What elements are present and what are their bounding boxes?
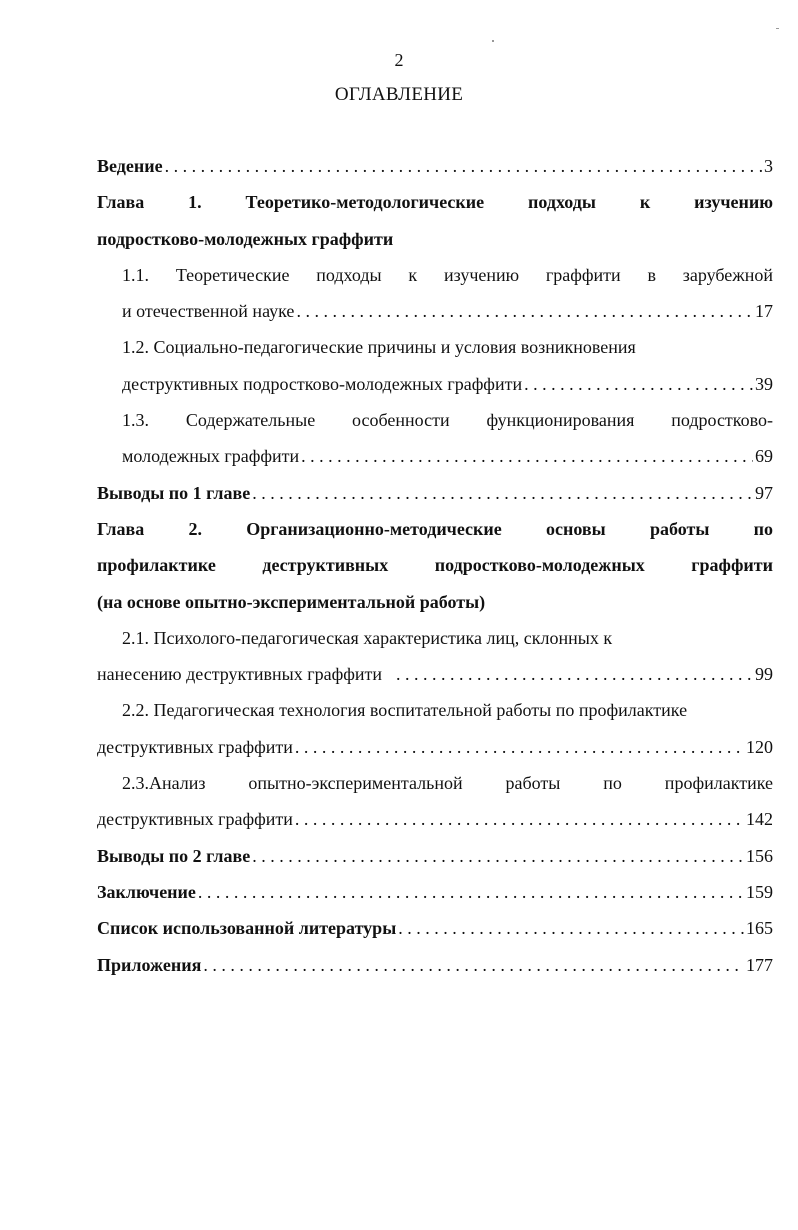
toc-chapter-2-heading-cont2 <box>97 584 773 620</box>
toc-entry-appendices[interactable] <box>97 947 773 983</box>
toc-section-2-3[interactable]: 2.3.Анализ опытно-экспериментальной работы по профилактике <box>122 773 773 794</box>
toc-page-number: 17 <box>755 301 773 322</box>
toc-section-1-2-cont <box>97 366 773 402</box>
toc-section-1-3[interactable]: 1.3. Содержательные особенности функционирования подростково- <box>122 410 773 431</box>
toc-entry-text: (на основе опытно-экспериментальной работы) <box>97 591 486 612</box>
dot-leader <box>198 874 744 910</box>
dot-leader <box>203 947 744 983</box>
toc-chapter-1-heading[interactable]: Глава 1. Теоретико-методологические подходы к изучению <box>97 192 773 213</box>
dot-leader <box>296 293 753 329</box>
toc-entry-text: нанесению деструктивных граффити <box>97 664 382 685</box>
toc-entry-text: 1.2. Социально-педагогические причины и условия возникновения <box>122 337 636 358</box>
toc-section-1-1-cont <box>97 293 773 329</box>
dot-leader <box>301 438 753 474</box>
toc-entry-conclusions-2[interactable] <box>97 838 773 874</box>
toc-page-number: 156 <box>746 845 773 866</box>
toc-entry-references[interactable] <box>97 910 773 946</box>
toc-entry-text: подростково-молодежных граффити <box>97 228 394 249</box>
toc-entry-text: деструктивных граффити <box>97 736 293 757</box>
toc-chapter-2-heading-cont: профилактике деструктивных подростково-молодежных граффити <box>97 555 773 576</box>
toc-section-1-3-cont <box>97 438 773 474</box>
toc-entry-conclusion[interactable] <box>97 874 773 910</box>
toc-entry-text: деструктивных подростково-молодежных граффити <box>122 373 523 394</box>
dot-leader <box>396 656 753 692</box>
toc-entry-text: Список использованной литературы <box>97 918 397 939</box>
toc-section-2-1-cont <box>97 656 773 692</box>
toc-page-number: 159 <box>746 881 773 902</box>
toc-section-2-1[interactable] <box>97 620 773 656</box>
dot-leader <box>295 801 744 837</box>
toc-section-2-2-cont <box>97 729 773 765</box>
toc-page-number: 165 <box>746 918 773 939</box>
toc-section-2-3-cont <box>97 801 773 837</box>
toc-entry-text: Выводы по 2 главе <box>97 845 251 866</box>
dot-leader <box>398 910 744 946</box>
dot-leader <box>252 475 753 511</box>
toc-section-1-2[interactable] <box>97 329 773 365</box>
toc-page-number: 177 <box>746 954 773 975</box>
dot-leader <box>524 366 753 402</box>
toc-entry-text: 2.2. Педагогическая технология воспитательной работы по профилактике <box>122 700 688 721</box>
toc-page-number: 120 <box>746 736 773 757</box>
toc-entry-text: Приложения <box>97 954 202 975</box>
toc-entry-text: Заключение <box>97 881 196 902</box>
toc-entry-conclusions-1[interactable] <box>97 475 773 511</box>
toc-page-number: 3 <box>764 156 773 176</box>
toc-entry-text: Ведение <box>97 156 163 176</box>
toc-entry-text: Выводы по 1 главе <box>97 482 251 503</box>
scan-speck <box>776 28 779 29</box>
page-number: 2 <box>394 50 404 70</box>
toc-chapter-2-heading[interactable]: Глава 2. Организационно-методические основы работы по <box>97 518 773 539</box>
toc-entry-intro[interactable] <box>97 148 773 184</box>
toc-page-number: 69 <box>755 446 773 467</box>
dot-leader <box>252 838 744 874</box>
dot-leader <box>165 148 762 184</box>
toc-section-2-2[interactable] <box>97 692 773 728</box>
toc-page-number: 39 <box>755 373 773 394</box>
toc-section-1-1[interactable]: 1.1. Теоретические подходы к изучению граффити в зарубежной <box>122 264 773 285</box>
toc-page-number: 99 <box>755 664 773 685</box>
table-of-contents <box>97 148 773 983</box>
toc-page-number: 142 <box>746 809 773 830</box>
dot-leader <box>295 729 744 765</box>
toc-entry-text: молодежных граффити <box>122 446 300 467</box>
toc-page-number: 97 <box>755 482 773 503</box>
toc-entry-text: и отечественной науке <box>122 301 295 322</box>
scan-speck <box>492 40 494 42</box>
toc-chapter-1-heading-cont <box>97 221 773 257</box>
page-title: ОГЛАВЛЕНИЕ <box>334 84 464 105</box>
toc-entry-text: деструктивных граффити <box>97 809 293 830</box>
toc-entry-text: 2.1. Психолого-педагогическая характеристика лиц, склонных к <box>122 627 613 648</box>
